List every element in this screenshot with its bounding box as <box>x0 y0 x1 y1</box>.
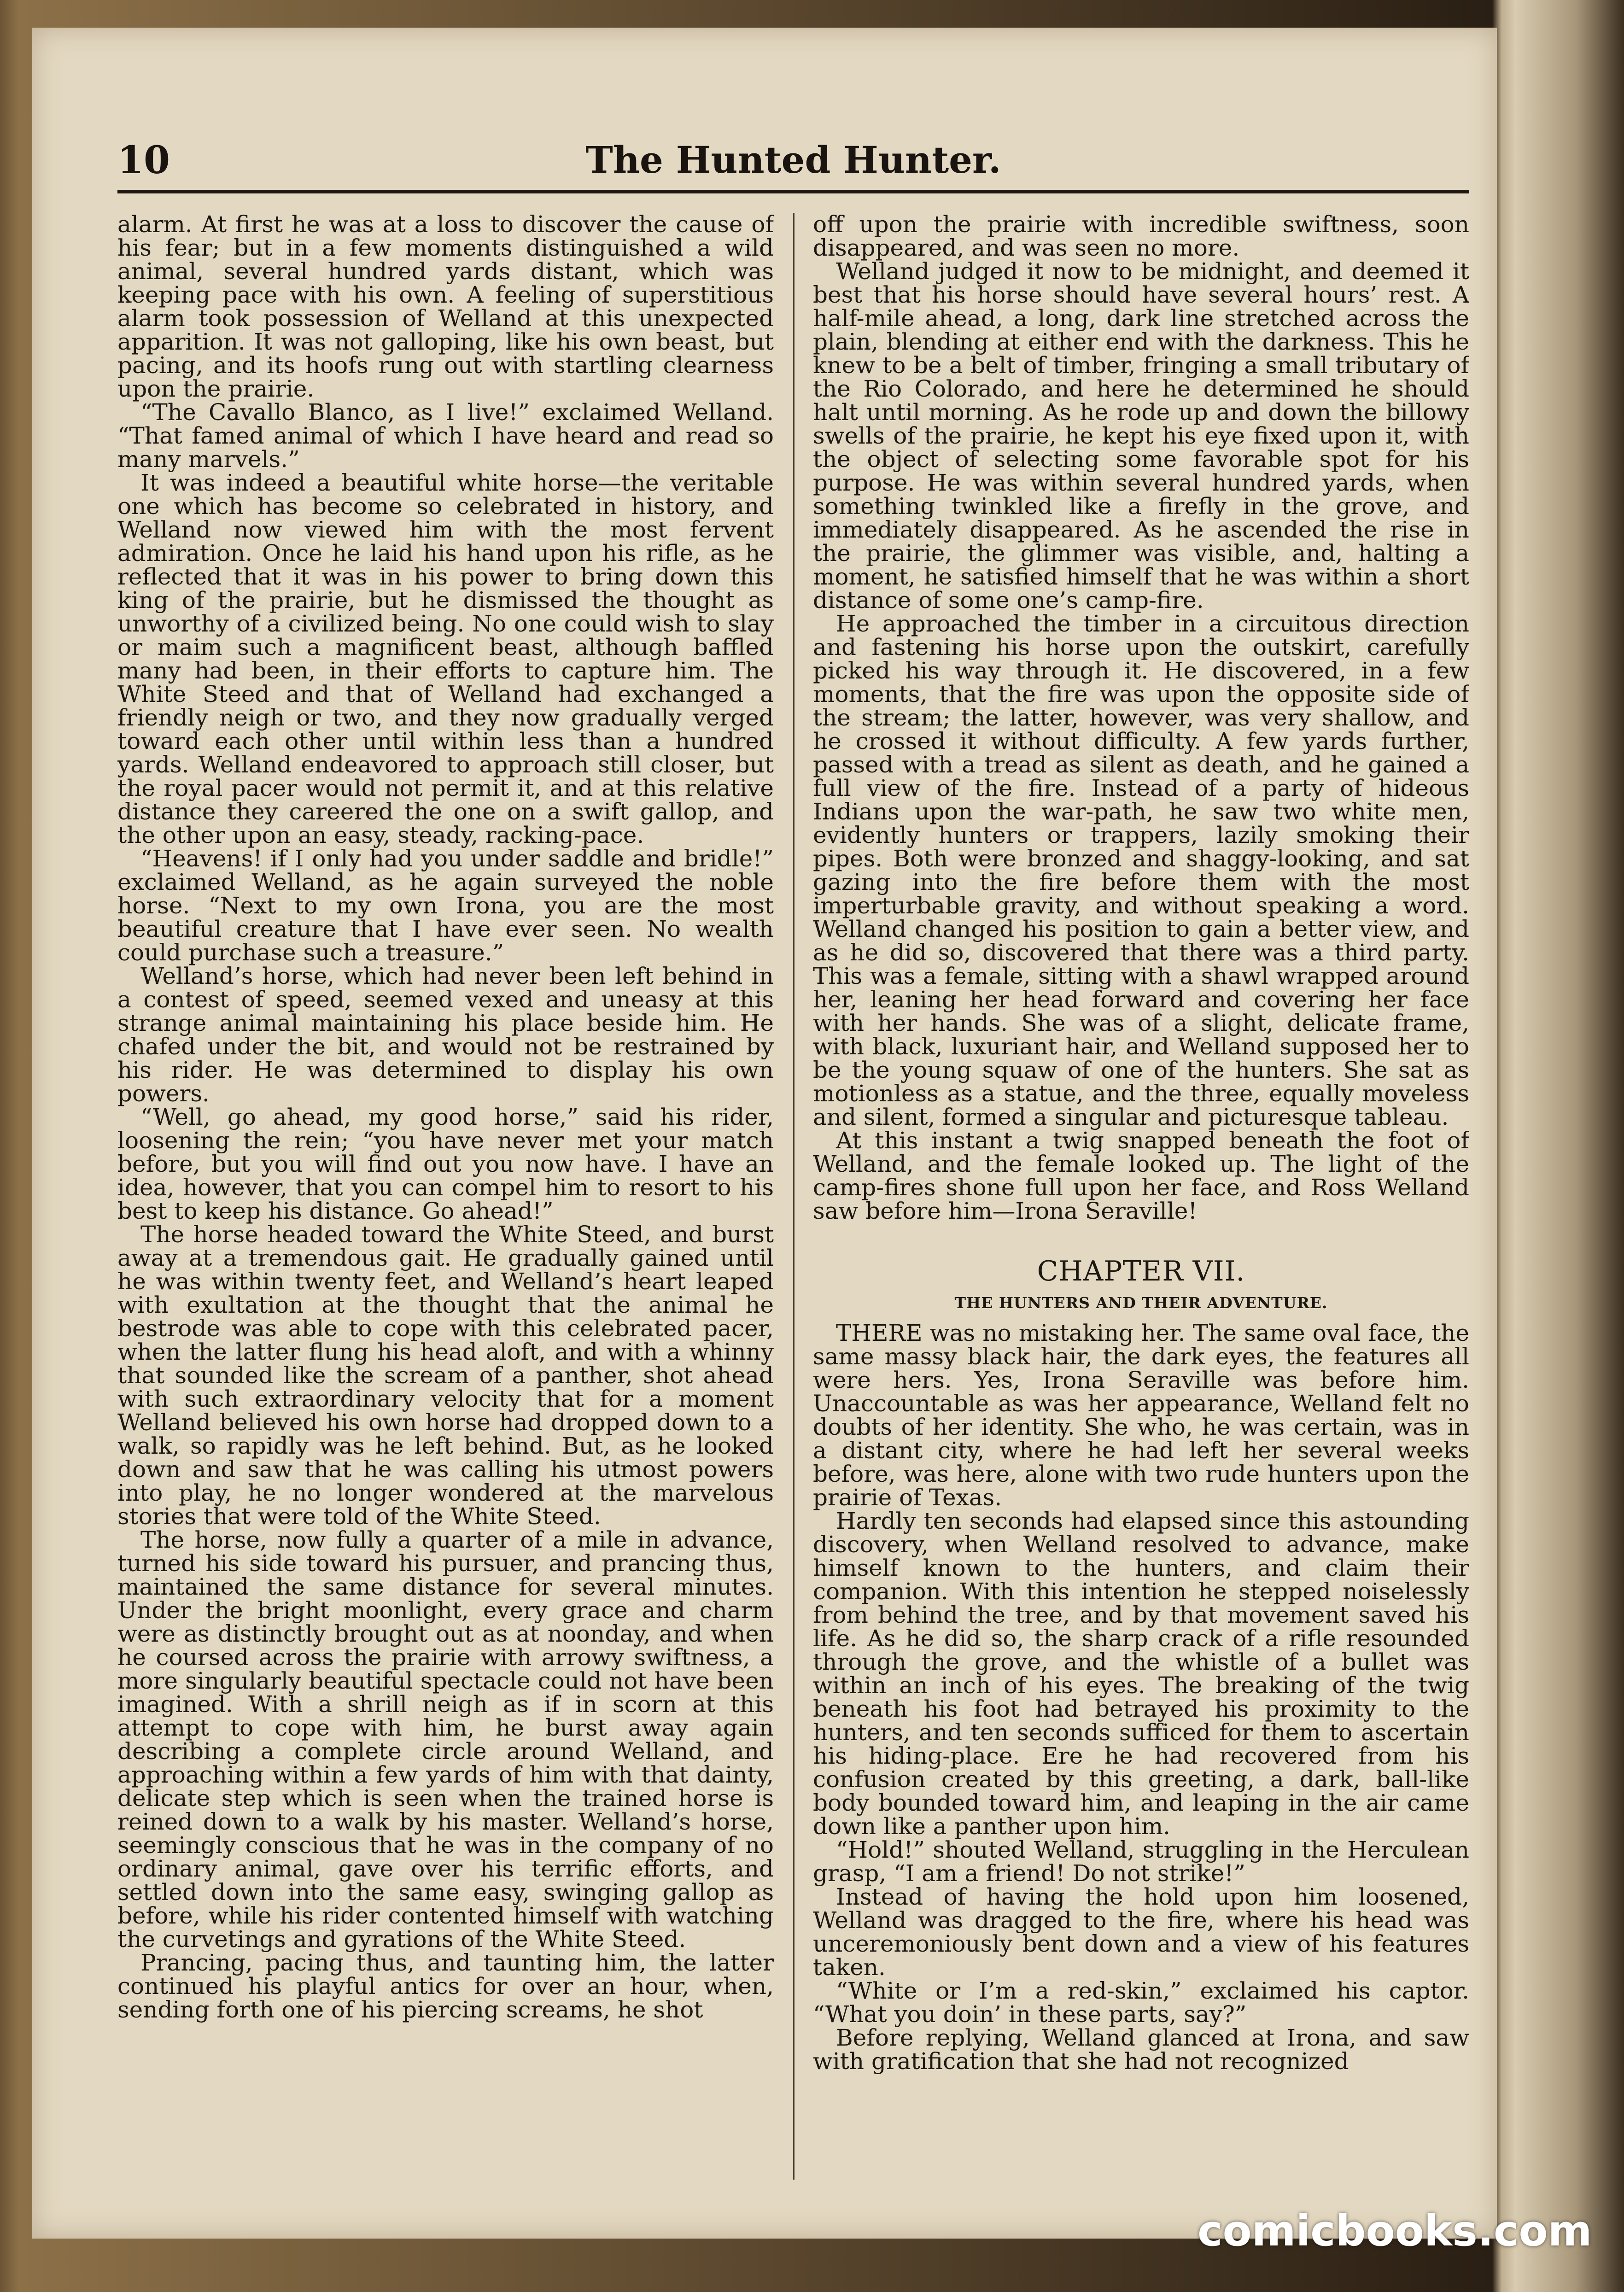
header-rule <box>117 190 1469 193</box>
paragraph: “Heavens! if I only had you under saddle and bridle!” exclaimed Welland, as he again surveyed the noble horse. “Next to my own Irona, you are the most beautiful creature that I have ever seen. No wealth could purchase such a treasure.” <box>117 845 774 966</box>
chapter-subtitle: THE HUNTERS AND THEIR ADVENTURE. <box>954 1294 1328 1312</box>
binding-edge <box>1499 0 1624 2292</box>
paragraph: The horse headed toward the White Steed, and burst away at a tremendous gait. He gradually gained until he was within twenty feet, and Welland’s heart leaped with exultation at the thought that the animal he bestrode was able to cope with this celebrated pacer, when the latter flung his head aloft, and with a whinny that sounded like the scream of a panther, shot ahead with such extraordinary velocity that for a moment Welland believed his own horse had dropped down to a walk, so rapidly was he left behind. But, as he looked down and saw that he was calling his utmost powers into play, he no longer wondered at the marvelous stories that were told of the White Steed. <box>117 1221 774 1530</box>
paragraph: THERE was no mistaking her. The same oval face, the same massy black hair, the dark eyes, the features all were hers. Yes, Irona Seraville was before him. Unaccountable as was her appearance, Welland felt no doubts of her identity. She who, he was certain, was in a distant city, where he had left her several weeks before, was here, alone with two rude hunters upon the prairie of Texas. <box>813 1320 1469 1511</box>
paragraph: Before replying, Welland glanced at Irona, and saw with gratification that she had not recognized <box>813 2024 1469 2075</box>
chapter-heading: CHAPTER VII. <box>1037 1255 1245 1287</box>
paragraph: At this instant a twig snapped beneath the foot of Welland, and the female looked up. The light of the camp-fires shone full upon her face, and Ross Welland saw before him—Irona Seraville! <box>813 1127 1469 1224</box>
page-number: 10 <box>117 138 170 182</box>
paragraph: alarm. At first he was at a loss to discover the cause of his fear; but in a few moments distinguished a wild animal, several hundred yards distant, which was keeping pace with his own. A feeling of superstitious alarm took possession of Welland at this unexpected apparition. It was not galloping, like his own beast, but pacing, and its hoofs rung out with startling clearness upon the prairie. <box>117 213 774 402</box>
watermark: comicbooks.com <box>1198 2206 1592 2256</box>
paragraph: “Well, go ahead, my good horse,” said his rider, loosening the rein; “you have never met your match before, but you will find out you now have. I have an idea, however, that you can compel him to resort to his best to keep his distance. Go ahead!” <box>117 1104 774 1224</box>
paragraph: “The Cavallo Blanco, as I live!” exclaimed Welland. “That famed animal of which I have heard and read so many marvels.” <box>117 399 774 473</box>
page-header <box>117 138 1469 189</box>
paragraph: Hardly ten seconds had elapsed since this astounding discovery, when Welland resolved to advance, make himself known to the hunters, and claim their companion. With this intention he stepped noiselessly from behind the tree, and by that movement saved his life. As he did so, the sharp crack of a rifle resounded through the grove, and the whistle of a bullet was within an inch of his eyes. The breaking of the twig beneath his foot had betrayed his proximity to the hunters, and ten seconds sufficed for them to ascertain his hiding-place. Ere he had recovered from his confusion created by this greeting, a dark, ball-like body bounded toward him, and leaping in the air came down like a panther upon him. <box>813 1508 1469 1840</box>
paragraph: Welland judged it now to be midnight, and deemed it best that his horse should have several hours’ rest. A half-mile ahead, a long, dark line stretched across the plain, blending at either end with the darkness. This he knew to be a belt of timber, fringing a small tributary of the Rio Colorado, and here he determined he should halt until morning. As he rode up and down the billowy swells of the prairie, he kept his eye fixed upon it, with the object of selecting some favorable spot for his purpose. He was within several hundred yards, when something twinkled like a firefly in the grove, and immediately disappeared. As he ascended the rise in the prairie, the glimmer was visible, and, halting a moment, he satisfied himself that he was within a short distance of some one’s camp-fire. <box>813 258 1469 614</box>
left-column <box>117 213 774 2193</box>
paragraph: off upon the prairie with incredible swiftness, soon disappeared, and was seen no more. <box>813 213 1469 261</box>
paragraph: Welland’s horse, which had never been left behind in a contest of speed, seemed vexed and uneasy at this strange animal maintaining his place beside him. He chafed under the bit, and would not be restrained by his rider. He was determined to display his own powers. <box>117 963 774 1107</box>
paragraph: He approached the timber in a circuitous direction and fastening his horse upon the outskirt, carefully picked his way through it. He discovered, in a few moments, that the fire was upon the opposite side of the stream; the latter, however, was very shallow, and he crossed it without difficulty. A few yards further, passed with a tread as silent as death, and he gained a full view of the fire. Instead of a party of hideous Indians upon the war-path, he saw two white men, evidently hunters or trappers, lazily smoking their pipes. Both were bronzed and shaggy-looking, and sat gazing into the fire before them with the most imperturbable gravity, and without speaking a word. Welland changed his position to gain a better view, and as he did so, discovered that there was a third party. This was a female, sitting with a shawl wrapped around her, leaning her head forward and covering her face with her hands. She was of a slight, delicate frame, with black, luxuriant hair, and Welland supposed her to be the young squaw of one of the hunters. She sat as motionless as a statue, and the three, equally moveless and silent, formed a singular and picturesque tableau. <box>813 610 1469 1130</box>
paragraph: Prancing, pacing thus, and taunting him, the latter continued his playful antics for over an hour, when, sending forth one of his piercing screams, he shot <box>117 1949 774 2023</box>
paragraph: “White or I’m a red-skin,” exclaimed his captor. “What you doin’ in these parts, say?” <box>813 1977 1469 2028</box>
column-divider <box>793 213 794 2180</box>
right-column <box>813 213 1469 2193</box>
running-title: The Hunted Hunter. <box>585 138 1001 181</box>
paragraph: “Hold!” shouted Welland, struggling in the Herculean grasp, “I am a friend! Do not strike!” <box>813 1836 1469 1887</box>
paragraph: It was indeed a beautiful white horse—the veritable one which has become so celebrated in history, and Welland now viewed him with the most fervent admiration. Once he laid his hand upon his rifle, as he reflected that it was in his power to bring down this king of the prairie, but he dismissed the thought as unworthy of a civilized being. No one could wish to slay or maim such a magnificent beast, although baffled many had been, in their efforts to capture him. The White Steed and that of Welland had exchanged a friendly neigh or two, and they now gradually verged toward each other until within less than a hundred yards. Welland endeavored to approach still closer, but the royal pacer would not permit it, and at this relative distance they careered the one on a swift gallop, and the other upon an easy, steady, racking-pace. <box>117 469 774 848</box>
paragraph: Instead of having the hold upon him loosened, Welland was dragged to the fire, where his head was unceremoniously bent down and a view of his features taken. <box>813 1883 1469 1981</box>
paragraph: The horse, now fully a quarter of a mile in advance, turned his side toward his pursuer, and prancing thus, maintained the same distance for several minutes. Under the bright moonlight, every grace and charm were as distinctly brought out as at noonday, and when he coursed across the prairie with arrowy swiftness, a more singularly beautiful spectacle could not have been imagined. With a shrill neigh as if in scorn at this attempt to cope with him, he burst away again describing a complete circle around Welland, and approaching within a few yards of him with that dainty, delicate step which is seen when the trained horse is reined down to a walk by his master. Welland’s horse, seemingly conscious that he was in the company of no ordinary animal, gave over his terrific efforts, and settled down into the same easy, swinging gallop as before, while his rider contented himself with watching the curvetings and gyrations of the White Steed. <box>117 1526 774 1953</box>
